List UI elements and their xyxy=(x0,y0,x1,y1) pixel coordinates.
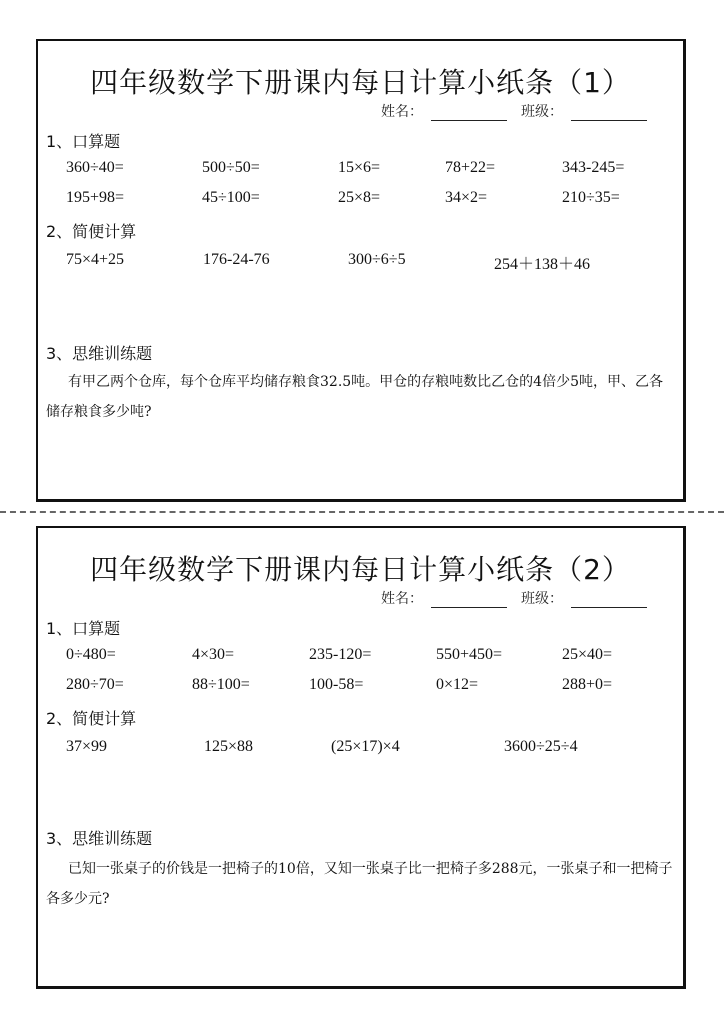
problem: 100-58= xyxy=(309,676,364,693)
problem: 300÷6÷5 xyxy=(348,251,406,268)
problem: 360÷40= xyxy=(66,159,124,176)
problem: 176-24-76 xyxy=(203,251,270,268)
oral-row xyxy=(66,189,683,211)
problem: 34×2= xyxy=(445,189,488,206)
problem: 4×30= xyxy=(192,646,235,663)
name-label: 姓名： xyxy=(381,104,423,120)
problem: 45÷100= xyxy=(202,189,260,206)
class-label: 班级： xyxy=(521,591,563,607)
slip-title: 四年级数学下册课内每日计算小纸条（2） xyxy=(90,553,631,586)
problem: (25×17)×4 xyxy=(331,738,400,755)
simplify-row xyxy=(66,738,683,760)
slip-title: 四年级数学下册课内每日计算小纸条（1） xyxy=(90,66,631,99)
problem: 125×88 xyxy=(204,738,254,755)
calc-slip-2 xyxy=(36,526,686,989)
problem: 0×12= xyxy=(436,676,479,693)
section-thinking-heading: 3、思维训练题 xyxy=(46,344,153,363)
name-blank[interactable] xyxy=(431,106,507,121)
problem: 210÷35= xyxy=(562,189,620,206)
problem: 88÷100= xyxy=(192,676,250,693)
problem: 550+450= xyxy=(436,646,503,663)
problem: 15×6= xyxy=(338,159,381,176)
problem: 235-120= xyxy=(309,646,372,663)
problem: 280÷70= xyxy=(66,676,124,693)
problem: 78+22= xyxy=(445,159,496,176)
class-blank[interactable] xyxy=(571,593,647,608)
word-problem: 已知一张桌子的价钱是一把椅子的10倍，又知一张桌子比一把椅子多288元，一张桌子和一把椅子各多少元? xyxy=(46,861,673,907)
problem: 195+98= xyxy=(66,189,125,206)
section-oral-heading: 1、口算题 xyxy=(46,132,121,151)
section-thinking-heading: 3、思维训练题 xyxy=(46,829,153,848)
problem: 3600÷25÷4 xyxy=(504,738,578,755)
section-simplify-heading: 2、简便计算 xyxy=(46,709,137,728)
oral-row xyxy=(66,676,683,698)
word-problem: 有甲乙两个仓库，每个仓库平均储存粮食32.5吨。甲仓的存粮吨数比乙仓的4倍少5吨，甲、乙各储存粮食多少吨? xyxy=(46,374,663,420)
problem: 500÷50= xyxy=(202,159,260,176)
name-blank[interactable] xyxy=(431,593,507,608)
section-oral-heading: 1、口算题 xyxy=(46,619,121,638)
problem: 75×4+25 xyxy=(66,251,125,268)
oral-row xyxy=(66,646,683,668)
oral-row xyxy=(66,159,683,181)
problem: 254＋138＋46 xyxy=(494,256,591,273)
simplify-row xyxy=(66,251,683,273)
class-label: 班级： xyxy=(521,104,563,120)
name-label: 姓名： xyxy=(381,591,423,607)
calc-slip-1 xyxy=(36,39,686,502)
class-blank[interactable] xyxy=(571,106,647,121)
problem: 37×99 xyxy=(66,738,108,755)
student-info xyxy=(381,101,647,121)
problem: 343-245= xyxy=(562,159,625,176)
problem: 25×8= xyxy=(338,189,381,206)
student-info xyxy=(381,588,647,608)
problem: 25×40= xyxy=(562,646,613,663)
problem: 0÷480= xyxy=(66,646,116,663)
cut-line xyxy=(0,511,724,513)
section-simplify-heading: 2、简便计算 xyxy=(46,222,137,241)
problem: 288+0= xyxy=(562,676,613,693)
